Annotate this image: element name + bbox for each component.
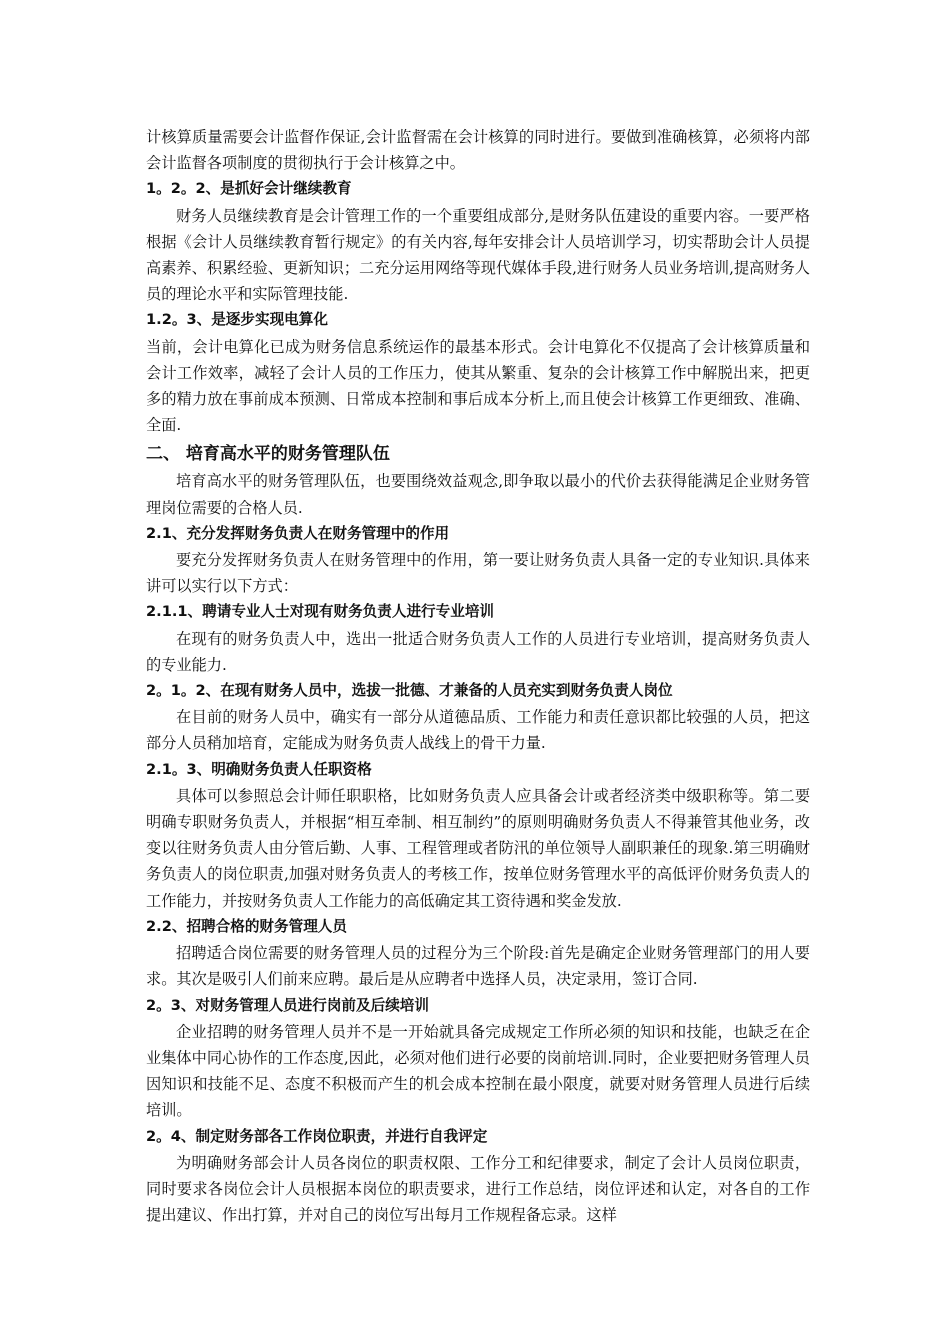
section-heading: 2.1、充分发挥财务负责人在财务管理中的作用	[146, 524, 450, 542]
section-heading: 1。2。2、是抓好会计继续教育	[146, 180, 352, 198]
section-heading: 2。3、对财务管理人员进行岗前及后续培训	[146, 996, 429, 1014]
paragraph: 财务人员继续教育是会计管理工作的一个重要组成部分,是财务队伍建设的重要内容。一要严格根据《会计人员继续教育暂行规定》的有关内容,每年安排会计人员培训学习，切实帮助会计人员提高素养、积累经验、更新知识；二充分运用网络等现代媒体手段,进行财务人员业务培训,提高财务人员的理论水平和实际管理技能.	[146, 206, 810, 304]
section-heading: 2.1。3、明确财务负责人任职资格	[146, 760, 372, 778]
paragraph: 为明确财务部会计人员各岗位的职责权限、工作分工和纪律要求，制定了会计人员岗位职责，同时要求各岗位会计人员根据本岗位的职责要求，进行工作总结，岗位评述和认定，对各自的工作提出建议、作出打算，并对自己的岗位写出每月工作规程备忘录。这样	[146, 1153, 810, 1225]
paragraph: 培育高水平的财务管理队伍，也要围绕效益观念,即争取以最小的代价去获得能满足企业财务管理岗位需要的合格人员.	[146, 472, 810, 517]
paragraph: 在现有的财务负责人中，选出一批适合财务负责人工作的人员进行专业培训，提高财务负责人的专业能力.	[146, 629, 810, 674]
paragraph: 具体可以参照总会计师任职职格，比如财务负责人应具备会计或者经济类中级职称等。第二要明确专职财务负责人，并根据“相互牵制、相互制约”的原则明确财务负责人不得兼管其他业务，改变以往财务负责人由分管后勤、人事、工程管理或者防汛的单位领导人副职兼任的现象.第三明确财务负责人的岗位职责,加强对财务负责人的考核工作，按单位财务管理水平的高低评价财务负责人的工作能力，并按财务负责人工作能力的高低确定其工资待遇和奖金发放.	[146, 786, 810, 910]
section-heading: 2。1。2、在现有财务人员中，选拔一批德、才兼备的人员充实到财务负责人岗位	[146, 682, 673, 700]
paragraph: 计核算质量需要会计监督作保证,会计监督需在会计核算的同时进行。要做到准确核算，必须将内部会计监督各项制度的贯彻执行于会计核算之中。	[146, 128, 810, 173]
paragraph: 招聘适合岗位需要的财务管理人员的过程分为三个阶段:首先是确定企业财务管理部门的用人要求。其次是吸引人们前来应聘。最后是从应聘者中选择人员，决定录用，签订合同.	[146, 944, 810, 989]
section-heading: 2.2、招聘合格的财务管理人员	[146, 917, 347, 935]
section-heading: 1.2。3、是逐步实现电算化	[146, 311, 328, 329]
section-heading: 2.1.1、聘请专业人士对现有财务负责人进行专业培训	[146, 603, 495, 621]
chapter-heading: 二、 培育高水平的财务管理队伍	[146, 444, 390, 465]
paragraph: 当前，会计电算化已成为财务信息系统运作的最基本形式。会计电算化不仅提高了会计核算质量和会计工作效率，减轻了会计人员的工作压力，使其从繁重、复杂的会计核算工作中解脱出来，把更多的精力放在事前成本预测、日常成本控制和事后成本分析上,而且使会计核算工作更细致、准确、全面.	[146, 337, 810, 435]
section-heading: 2。4、制定财务部各工作岗位职责，并进行自我评定	[146, 1127, 488, 1145]
paragraph: 要充分发挥财务负责人在财务管理中的作用，第一要让财务负责人具备一定的专业知识.具体来讲可以实行以下方式：	[146, 551, 810, 596]
paragraph: 在目前的财务人员中，确实有一部分从道德品质、工作能力和责任意识都比较强的人员，把这部分人员稍加培育，定能成为财务负责人战线上的骨干力量.	[146, 708, 810, 753]
document-body	[146, 124, 810, 1228]
paragraph: 企业招聘的财务管理人员并不是一开始就具备完成规定工作所必须的知识和技能，也缺乏在企业集体中同心协作的工作态度,因此，必须对他们进行必要的岗前培训.同时，企业要把财务管理人员因知识和技能不足、态度不积极而产生的机会成本控制在最小限度，就要对财务管理人员进行后续培训。	[146, 1022, 810, 1120]
